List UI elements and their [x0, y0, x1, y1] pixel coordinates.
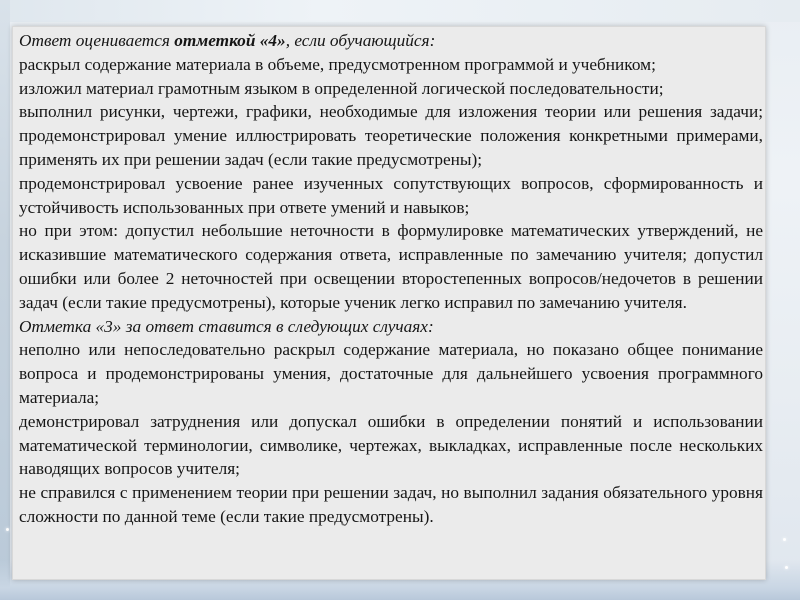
- sparkle-decoration: [6, 528, 9, 531]
- grading-criteria-content: [19, 29, 763, 529]
- sparkle-decoration: [783, 538, 786, 541]
- grade-4-heading-intro: Ответ оценивается: [19, 31, 175, 50]
- grade-3-criterion: неполно или непоследовательно раскрыл содержание материала, но показано общее понимание вопроса и продемонстрированы умения, достаточные для дальнейшего усвоения программного материала;: [19, 340, 763, 407]
- grading-criteria-text-box: [12, 26, 766, 580]
- grade-4-criterion: раскрыл содержание материала в объеме, предусмотренном программой и учебником;: [19, 54, 656, 74]
- background-top-band: [0, 0, 800, 22]
- background-left-band: [0, 0, 10, 600]
- grade-4-criterion: но при этом: допустил небольшие неточности в формулировке математических утверждений, не исказившие математического содержания ответа, исправленные по замечанию учителя; допустил ошибки или более 2 неточностей при освещении второстепенных вопросов/недочетов в решении задач (если такие предусмотрены), которые ученик легко исправил по замечанию учителя.: [19, 221, 763, 312]
- sparkle-decoration: [785, 566, 788, 569]
- grade-4-heading-condition: , если обучающийся:: [285, 31, 436, 50]
- grade-4-criterion: продемонстрировал усвоение ранее изученных сопутствующих вопросов, сформированность и устойчивость использованных при ответе умений и навыков;: [19, 173, 763, 217]
- grade-3-criterion: не справился с применением теории при решении задач, но выполнил задания обязательного уровня сложности по данной теме (если такие предусмотрены).: [19, 483, 763, 526]
- grade-3-heading: Отметка «3» за ответ ставится в следующих случаях:: [19, 316, 434, 336]
- grade-3-criterion: демонстрировал затруднения или допускал ошибки в определении понятий и использовании математической терминологии, символике, чертежах, выкладках, исправленные после нескольких наводящих вопросов учителя;: [19, 411, 763, 479]
- grade-4-heading: [19, 29, 763, 53]
- grade-4-criterion: выполнил рисунки, чертежи, графики, необходимые для изложения теории или решения задачи; продемонстрировал умение иллюстрировать теоретические положения конкретными примерами, применять их при решении задач (если такие предусмотрены);: [19, 102, 763, 169]
- grade-4-criterion: изложил материал грамотным языком в определенной логической последовательности;: [19, 78, 664, 98]
- grade-4-heading-mark: отметкой «4»: [174, 31, 286, 50]
